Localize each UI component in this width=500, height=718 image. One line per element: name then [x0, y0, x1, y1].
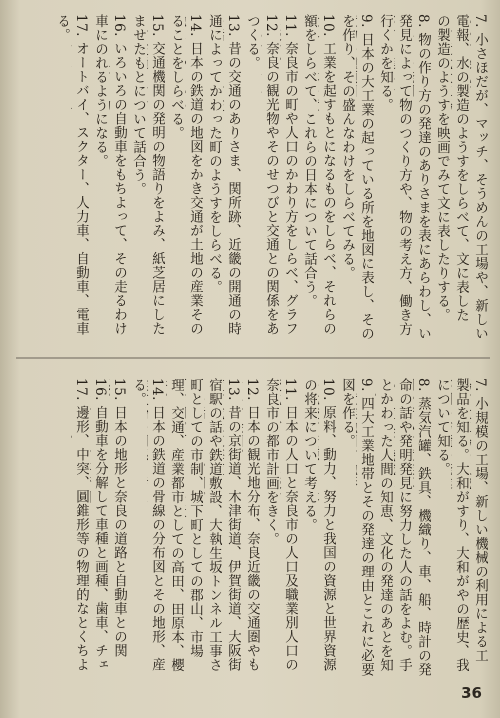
text-line: 町としての市制、城下町としての郡山、市場: [187, 378, 203, 658]
text-line: 13. 昔の交通のありさま、関所跡、近畿の開通の時: [225, 14, 241, 336]
text-line: 14. 日本の鉄道の骨線の分布図とその地形、産: [149, 378, 165, 672]
text-line: 額をしらべて、これらの日本について話合う。: [301, 14, 317, 308]
text-line: の製造のようすを映画でみて文に表したりする。: [434, 14, 450, 322]
text-line: 行くかを知る。: [377, 14, 393, 112]
text-line: 発見によって物のつくり方や、物の考え方、働き方: [396, 14, 412, 336]
text-line: 16. いろいろの自動車をもちよって、その走るわけ: [111, 14, 127, 336]
text-line: 車にのれるようになる。: [92, 14, 108, 168]
text-line: 17. オートバイ、スクター、人力車、自動車、電車: [73, 14, 89, 336]
text-line: 10. 原料、動力、努力と我国の資源と世界資源: [320, 378, 336, 672]
text-line: 命の話や発明発見に努力した人の話をよむ。手: [396, 378, 412, 672]
text-line: 14. 日本の鉄道の地図をかき交通が土地の産業その: [187, 14, 203, 336]
text-line: ませたもとについて話合う。: [130, 14, 146, 196]
text-line: る。: [130, 378, 146, 406]
text-line: 16. 自動車を分解して車種と画種、歯車、チェ: [92, 378, 108, 672]
text-line: 図を作る。: [339, 378, 355, 448]
text-line: とかわった人間の知恵、文化の発達のあとを知: [377, 378, 393, 672]
text-line: 9. 日本の大工業の起っている所を地図に表し、その: [358, 14, 374, 341]
text-line: 12. 日本の観光地分布、奈良近畿の交通圏やも: [244, 378, 260, 672]
text-line: の将来について考える。: [301, 378, 317, 532]
text-line: 7. 小規模の工場、新しい機械の利用による工: [472, 378, 488, 663]
text-line: 12. 奈良の観光物やそのせつびと交通との関係をあ: [263, 14, 279, 336]
section-divider: [16, 357, 490, 359]
text-line: 通によってかわった町のようすをしらべる。: [206, 14, 222, 294]
page-number: 36: [461, 684, 482, 702]
text-line: 17. 邊形、中突、圓錐形等の物理的なとくちよ: [73, 378, 89, 672]
text-line: について知る。: [434, 378, 450, 476]
text-line: 9. 四大工業地帯とその発達の理由とこれに必要: [358, 378, 374, 677]
text-line: 電報、水の製造のようすをしらべて、文に表した: [453, 14, 469, 322]
text-line: 11. 日本の人口と奈良市の人口及職業別人口の: [282, 378, 298, 672]
text-line: 製品を知る。大和がすり、大和がやの歴史、我: [453, 378, 469, 672]
text-line: 15. 日本の地形と奈良の道路と自動車との関: [111, 378, 127, 658]
text-line: 理、交通、産業都市としての高田、田原本、櫻: [168, 378, 184, 672]
lower-section: [20, 378, 488, 680]
text-line: を作り、その盛んなわけをしらべてみる。: [339, 14, 355, 280]
upper-section: [20, 14, 488, 344]
text-line: 奈良市の都市計画をきく。: [263, 378, 279, 546]
text-line: 15. 交通機関の発明の物語りをよみ、紙芝居にした: [149, 14, 165, 336]
text-line: 宿駅の話や鉄道敷設、大執生坂トンネル工事さ: [206, 378, 222, 672]
text-line: 10. 工業を起すもとになるものをしらべ、それらの: [320, 14, 336, 336]
text-line: 7. 小さほだが、マッチ、そうめんの工場や、新しい: [472, 14, 488, 341]
text-line: る。: [54, 14, 70, 42]
text-line: 8. 蒸気汽罐、鉄具、機織り、車、船、時計の発: [415, 378, 431, 677]
text-line: 8. 物の作り方の発達のありさまを表にあらわし、い: [415, 14, 431, 341]
text-line: 13. 昔の京街道、木津街道、伊賀街道、大阪街: [225, 378, 241, 672]
text-line: つくる。: [244, 14, 260, 70]
text-line: ることをしらべる。: [168, 14, 184, 140]
text-line: 11. 奈良市の町や人口のかわり方をしらべ、グラフ: [282, 14, 298, 336]
